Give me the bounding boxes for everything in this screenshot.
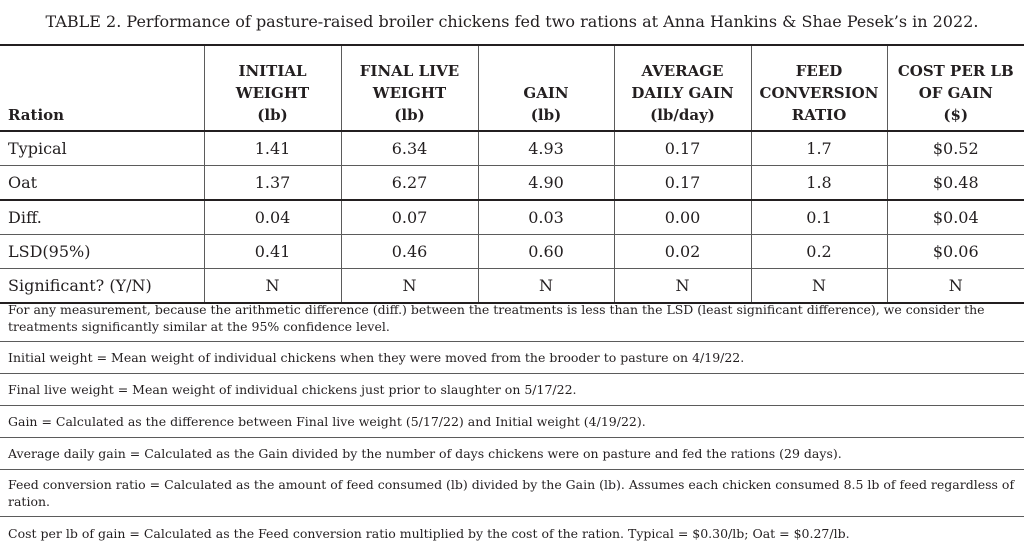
cell-cost-per-lb-gain: $0.48 xyxy=(887,166,1024,201)
cell-average-daily-gain: 0.17 xyxy=(614,131,751,166)
col-header-cost-per-lb-gain: COST PER LB OF GAIN ($) xyxy=(887,45,1024,131)
table-row-lsd xyxy=(0,235,1024,269)
table-caption: TABLE 2. Performance of pasture-raised broiler chickens fed two rations at Anna Hankins & Shae Pesek’s in 2022. xyxy=(45,12,979,31)
cell-average-daily-gain: 0.02 xyxy=(614,235,751,269)
table-row-typical xyxy=(0,131,1024,166)
row-label: Significant? (Y/N) xyxy=(0,269,204,304)
cell-initial-weight: 0.41 xyxy=(204,235,341,269)
table-footnotes xyxy=(0,295,1024,549)
cell-final-live-weight: N xyxy=(341,269,478,304)
col-header-average-daily-gain: AVERAGE DAILY GAIN (lb/day) xyxy=(614,45,751,131)
table-row-oat xyxy=(0,166,1024,201)
col-header-final-live-weight: FINAL LIVE WEIGHT (lb) xyxy=(341,45,478,131)
cell-gain: N xyxy=(478,269,614,304)
cell-cost-per-lb-gain: $0.04 xyxy=(887,200,1024,235)
cell-gain: 0.60 xyxy=(478,235,614,269)
cell-gain: 0.03 xyxy=(478,200,614,235)
results-table xyxy=(0,44,1024,304)
cell-final-live-weight: 0.07 xyxy=(341,200,478,235)
row-label: Typical xyxy=(0,131,204,166)
footnote-average-daily-gain: Average daily gain = Calculated as the Gain divided by the number of days chickens were on pasture and fed the rations (29 days). xyxy=(0,438,1024,470)
header-row xyxy=(0,45,1024,131)
col-header-ration: Ration xyxy=(0,45,204,131)
cell-cost-per-lb-gain: $0.52 xyxy=(887,131,1024,166)
footnote-final-live-weight: Final live weight = Mean weight of individual chickens just prior to slaughter on 5/17/22. xyxy=(0,374,1024,406)
cell-initial-weight: 0.04 xyxy=(204,200,341,235)
cell-cost-per-lb-gain: N xyxy=(887,269,1024,304)
cell-final-live-weight: 0.46 xyxy=(341,235,478,269)
cell-initial-weight: 1.37 xyxy=(204,166,341,201)
cell-feed-conversion-ratio: 1.8 xyxy=(751,166,887,201)
cell-feed-conversion-ratio: N xyxy=(751,269,887,304)
cell-gain: 4.93 xyxy=(478,131,614,166)
cell-cost-per-lb-gain: $0.06 xyxy=(887,235,1024,269)
col-header-gain: GAIN (lb) xyxy=(478,45,614,131)
row-label: Oat xyxy=(0,166,204,201)
cell-feed-conversion-ratio: 1.7 xyxy=(751,131,887,166)
col-header-initial-weight: INITIAL WEIGHT (lb) xyxy=(204,45,341,131)
cell-gain: 4.90 xyxy=(478,166,614,201)
cell-average-daily-gain: 0.00 xyxy=(614,200,751,235)
table-row-diff xyxy=(0,200,1024,235)
footnote-gain: Gain = Calculated as the difference between Final live weight (5/17/22) and Initial weight (4/19/22). xyxy=(0,406,1024,438)
cell-average-daily-gain: N xyxy=(614,269,751,304)
cell-feed-conversion-ratio: 0.2 xyxy=(751,235,887,269)
cell-initial-weight: N xyxy=(204,269,341,304)
cell-feed-conversion-ratio: 0.1 xyxy=(751,200,887,235)
cell-final-live-weight: 6.27 xyxy=(341,166,478,201)
cell-initial-weight: 1.41 xyxy=(204,131,341,166)
footnote-feed-conversion-ratio: Feed conversion ratio = Calculated as the amount of feed consumed (lb) divided by the Gain (lb). Assumes each chicken consumed 8.5 lb of feed regardless of ration. xyxy=(0,470,1024,517)
footnote-cost-per-lb-gain: Cost per lb of gain = Calculated as the Feed conversion ratio multiplied by the cost of the ration. Typical = $0.30/lb; Oat = $0.27/lb. xyxy=(8,525,850,541)
footnote-significance: For any measurement, because the arithmetic difference (diff.) between the treatments is less than the LSD (least significant difference), we consider the treatments significantly similar at the 95% confidence level. xyxy=(0,295,1024,342)
footnote-initial-weight: Initial weight = Mean weight of individual chickens when they were moved from the brooder to pasture on 4/19/22. xyxy=(0,342,1024,374)
row-label: LSD(95%) xyxy=(0,235,204,269)
col-header-feed-conversion-ratio: FEED CONVERSION RATIO xyxy=(751,45,887,131)
row-label: Diff. xyxy=(0,200,204,235)
cell-final-live-weight: 6.34 xyxy=(341,131,478,166)
cell-average-daily-gain: 0.17 xyxy=(614,166,751,201)
